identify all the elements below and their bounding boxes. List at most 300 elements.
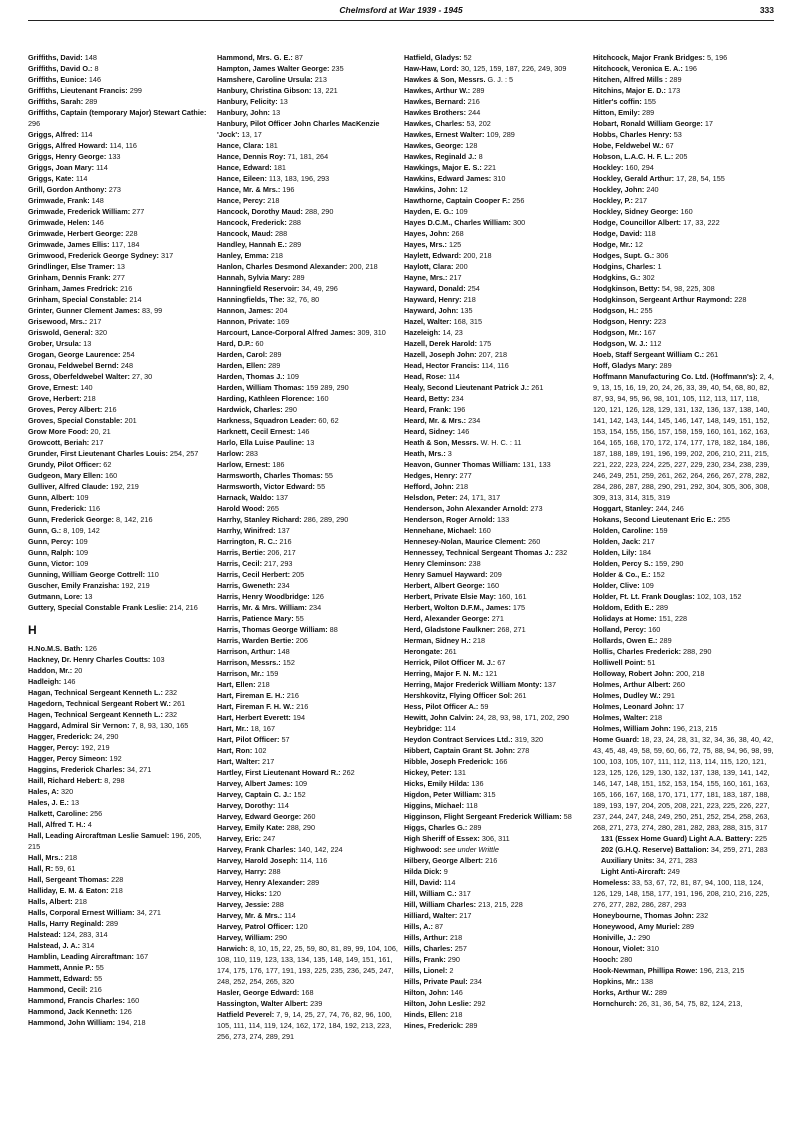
entry-name: Hilda Dick:	[404, 867, 442, 876]
entry-name: Heath, Mrs.:	[404, 449, 446, 458]
entry-name: Halkett, Caroline:	[28, 809, 89, 818]
entry-name: Hawkes, Reginald J.:	[404, 152, 477, 161]
entry-name: Hanbury, Felicity:	[217, 97, 278, 106]
entry-name: Hills, Private Paul:	[404, 977, 468, 986]
index-entry	[28, 1017, 210, 1028]
entry-name: Harris, Henry Woodbridge:	[217, 592, 310, 601]
entry-name: Hollis, Charles Frederick:	[593, 647, 682, 656]
index-entry	[217, 250, 399, 261]
entry-page-refs: 218	[265, 196, 280, 205]
entry-page-refs: 192, 219	[119, 581, 150, 590]
entry-name: Grinham, Dennis Frank:	[28, 273, 111, 282]
entry-page-refs: 109	[73, 548, 89, 557]
index-entry	[28, 786, 210, 797]
entry-see-reference: see under Writtle	[443, 845, 499, 854]
entry-page-refs: 160	[646, 625, 661, 634]
entry-name: Hanningfield Reservoir:	[217, 284, 300, 293]
index-entry	[404, 316, 586, 327]
index-entry	[593, 503, 775, 514]
entry-page-refs: 290	[272, 933, 287, 942]
entry-page-refs: 114	[442, 724, 456, 733]
entry-name: Gudgeon, Mary Ellen:	[28, 471, 104, 480]
index-entry	[28, 687, 210, 698]
entry-page-refs: 218	[470, 636, 486, 645]
index-entry	[404, 327, 586, 338]
entry-name: Hefford, John:	[404, 482, 454, 491]
entry-name: Hall, Mrs.:	[28, 853, 63, 862]
entry-page-refs: 261	[512, 691, 527, 700]
entry-name: Hodgkinson, Sergeant Arthur Raymond:	[593, 295, 733, 304]
entry-page-refs: 296	[28, 119, 41, 128]
index-entry	[217, 52, 399, 63]
entry-page-refs: 286, 289, 290	[301, 515, 349, 524]
entry-page-refs: 13	[81, 339, 92, 348]
entry-page-refs: 204	[273, 306, 288, 315]
entry-page-refs: 71, 181, 264	[285, 152, 329, 161]
index-entry	[404, 503, 586, 514]
entry-name: Hartley, First Lieutenant Howard R.:	[217, 768, 341, 777]
entry-name: Hoggart, Stanley:	[593, 504, 654, 513]
entry-page-refs: 8	[476, 152, 483, 161]
entry-name: Holden, Jack:	[593, 537, 641, 546]
entry-page-refs: 218	[647, 713, 663, 722]
entry-page-refs: 238	[466, 559, 481, 568]
index-entry	[404, 151, 586, 162]
entry-name: Hess, Pilot Officer A.:	[404, 702, 479, 711]
entry-page-refs: 216	[284, 691, 299, 700]
entry-name: Harvey, Dorothy:	[217, 801, 276, 810]
entry-name: Hazell, Derek Harold:	[404, 339, 477, 348]
index-entry	[404, 547, 586, 558]
index-entry	[28, 228, 210, 239]
entry-name: Holden, Lily:	[593, 548, 637, 557]
entry-name: Haggins, Frederick Charles:	[28, 765, 125, 774]
entry-name: Guscher, Emily Franzisha:	[28, 581, 120, 590]
entry-page-refs: 289	[287, 240, 302, 249]
entry-page-refs: 53, 202	[464, 119, 491, 128]
index-entry	[217, 932, 399, 943]
index-entry	[404, 734, 586, 745]
entry-page-refs: 181	[263, 141, 278, 150]
index-entry	[217, 624, 399, 635]
index-entry	[593, 107, 775, 118]
entry-name: Harold Wood:	[217, 504, 265, 513]
entry-name: Hayne, Mrs.:	[404, 273, 448, 282]
index-entry	[28, 797, 210, 808]
entry-page-refs: 13	[269, 108, 281, 117]
index-entry	[404, 74, 586, 85]
entry-name: Harvey, Patrol Officer:	[217, 922, 294, 931]
index-entry	[28, 283, 210, 294]
entry-name: Heard, Sidney:	[404, 427, 456, 436]
entry-name: Holmes, William John:	[593, 724, 671, 733]
entry-page-refs: 175	[510, 603, 526, 612]
entry-name: Hokans, Second Lieutenant Eric E.:	[593, 515, 716, 524]
index-entry	[217, 173, 399, 184]
index-entry	[593, 679, 775, 690]
entry-page-refs: 17, 33, 222	[681, 218, 720, 227]
entry-page-refs: 160, 161	[496, 592, 527, 601]
entry-page-refs: 206, 217	[265, 548, 296, 557]
entry-name: Gronau, Feldwebel Bernd:	[28, 361, 119, 370]
entry-page-refs: 196	[280, 185, 295, 194]
entry-page-refs: 109	[284, 372, 299, 381]
entry-name: Hassington, Walter Albert:	[217, 999, 309, 1008]
index-entry	[593, 580, 775, 591]
index-entry	[28, 918, 210, 929]
entry-page-refs: 320	[92, 328, 108, 337]
entry-page-refs: 128	[463, 141, 478, 150]
entry-page-refs: 7, 9, 14, 25, 27, 74, 76, 82, 96, 100, 105, 111, 114, 119, 124, 162, 172, 184, 192, 213, 223, 256, 273, 274, 289, 291	[217, 1010, 392, 1041]
index-entry	[28, 863, 210, 874]
entry-page-refs: 32, 76, 80	[284, 295, 320, 304]
entry-page-refs: 218	[447, 933, 463, 942]
index-entry	[593, 52, 775, 63]
entry-page-refs: 87	[432, 922, 444, 931]
index-subentry	[593, 855, 775, 866]
entry-page-refs: 235	[329, 64, 344, 73]
entry-page-refs: 133	[106, 152, 121, 161]
entry-name: Hockley, John:	[593, 185, 645, 194]
entry-page-refs: 218	[81, 394, 96, 403]
entry-page-refs: 292	[471, 999, 486, 1008]
entry-page-refs: 13	[277, 97, 288, 106]
entry-page-refs: 88	[327, 625, 338, 634]
index-entry	[217, 668, 399, 679]
entry-name: Hawkes, Charles:	[404, 119, 465, 128]
entry-page-refs: 60	[253, 339, 264, 348]
entry-name: Hitton, Emily:	[593, 108, 641, 117]
entry-name: Herrick, Pilot Officer M. J.:	[404, 658, 496, 667]
entry-page-refs: 146	[455, 427, 470, 436]
index-entry	[593, 151, 775, 162]
index-entry	[593, 712, 775, 723]
entry-page-refs: 218	[461, 295, 476, 304]
entry-page-refs: 59	[478, 702, 489, 711]
index-entry	[28, 250, 210, 261]
entry-name: Grimwade, Frederick William:	[28, 207, 131, 216]
index-entry	[217, 107, 399, 118]
index-entry	[217, 371, 399, 382]
entry-name: Gunning, William George Cottrell:	[28, 570, 146, 579]
entry-name: Hanbury, Christina Gibson:	[217, 86, 312, 95]
entry-name: Hershkovitz, Flying Officer Sol:	[404, 691, 513, 700]
entry-name: Hills, Charles:	[404, 944, 453, 953]
entry-page-refs: 216	[465, 97, 480, 106]
entry-name: Hodgson, Henry:	[593, 317, 652, 326]
entry-name: Hollards, Owen E.:	[593, 636, 658, 645]
entry-name: Hawkins, John:	[404, 185, 458, 194]
index-entry	[28, 940, 210, 951]
entry-page-refs: 248	[118, 361, 134, 370]
entry-name: Halls, Corporal Ernest William:	[28, 908, 135, 917]
entry-page-refs: 194, 218	[115, 1018, 146, 1027]
entry-name: Hancock, Frederick:	[217, 218, 287, 227]
index-entry	[593, 206, 775, 217]
entry-page-refs: 196, 213, 215	[670, 724, 718, 733]
index-entry	[217, 844, 399, 855]
entry-page-refs: 109	[453, 207, 468, 216]
entry-name: Herd, Alexander George:	[404, 614, 490, 623]
entry-page-refs: 217	[89, 438, 104, 447]
entry-page-refs: 271	[489, 614, 504, 623]
index-entry	[217, 503, 399, 514]
entry-name: Hayward, Donald:	[404, 284, 466, 293]
entry-name: Hockley, Gerald Arthur:	[593, 174, 675, 183]
entry-page-refs: 146	[61, 677, 76, 686]
entry-page-refs: 169	[274, 317, 290, 326]
index-entry	[28, 558, 210, 569]
index-entry	[404, 723, 586, 734]
index-entry	[217, 613, 399, 624]
entry-name: Harmsworth, Victor Edward:	[217, 482, 315, 491]
entry-name: Hammett, Edward:	[28, 974, 93, 983]
entry-name: Hance, Dennis Roy:	[217, 152, 286, 161]
entry-name: Hart, Herbert Everett:	[217, 713, 291, 722]
entry-name: Hibbert, Captain Grant St. John:	[404, 746, 516, 755]
entry-page-refs: 201	[122, 416, 137, 425]
entry-name: Haggard, Admiral Sir Vernon:	[28, 721, 130, 730]
index-entry	[404, 613, 586, 624]
entry-page-refs: 55	[93, 963, 104, 972]
entry-page-refs: 59, 61	[53, 864, 76, 873]
index-entry	[28, 217, 210, 228]
index-entry	[404, 525, 586, 536]
entry-name: Grinham, James Fredrick:	[28, 284, 119, 293]
entry-page-refs: 268, 271	[495, 625, 526, 634]
index-entry	[28, 261, 210, 272]
entry-name: Hanningfields, The:	[217, 295, 285, 304]
entry-name: Grinham, Special Constable:	[28, 295, 128, 304]
index-entry	[593, 910, 775, 921]
entry-name: Heavon, Gunner Thomas William:	[404, 460, 521, 469]
entry-page-refs: 116	[86, 504, 101, 513]
index-entry	[593, 965, 775, 976]
entry-page-refs: 160, 294	[623, 163, 654, 172]
entry-name: Hawkes & Son, Messrs.	[404, 75, 486, 84]
entry-page-refs: 289	[103, 919, 119, 928]
entry-page-refs: 218	[448, 1010, 463, 1019]
entry-page-refs: 289	[640, 108, 655, 117]
entry-page-refs: 103	[150, 655, 165, 664]
entry-page-refs: 138	[638, 977, 654, 986]
entry-page-refs: 184	[636, 548, 651, 557]
entry-name: Hockley, P.:	[593, 196, 633, 205]
entry-name: Hodgson, H.:	[593, 306, 639, 315]
entry-page-refs: W. H. C. : 11	[478, 438, 522, 447]
index-entry	[28, 874, 210, 885]
index-entry	[28, 415, 210, 426]
entry-name: Hart, Fireman E. H.:	[217, 691, 285, 700]
entry-name: Hammond, Cecil:	[28, 985, 88, 994]
entry-page-refs: 217	[447, 273, 462, 282]
index-entry	[404, 668, 586, 679]
entry-page-refs: 310	[644, 944, 659, 953]
entry-name: Higgins, Michael:	[404, 801, 465, 810]
entry-page-refs: 216	[118, 284, 133, 293]
index-entry	[217, 316, 399, 327]
entry-page-refs: 306	[654, 251, 669, 260]
entry-page-refs: 255	[715, 515, 731, 524]
entry-page-refs: 277	[457, 471, 472, 480]
entry-name: Hoff, Gladys Mary:	[593, 361, 658, 370]
index-entry	[404, 206, 586, 217]
entry-name: Hall, Sergeant Thomas:	[28, 875, 110, 884]
index-entry	[593, 283, 775, 294]
entry-page-refs: 118	[642, 229, 656, 238]
entry-name: Head, Rose:	[404, 372, 447, 381]
entry-name: Higginson, Flight Sergeant Frederick William:	[404, 812, 562, 821]
index-entry	[404, 1009, 586, 1020]
entry-name: Hanbury, John:	[217, 108, 270, 117]
index-entry	[217, 404, 399, 415]
index-entry	[28, 830, 210, 852]
entry-page-refs: 217	[632, 196, 648, 205]
entry-page-refs: 1	[655, 262, 662, 271]
entry-name: Harris, Bertie:	[217, 548, 266, 557]
entry-name: Hinds, Ellen:	[404, 1010, 449, 1019]
index-entry	[404, 943, 586, 954]
section-letter: H	[28, 623, 37, 637]
entry-name: Harvey, Frank Charles:	[217, 845, 296, 854]
entry-page-refs: 299	[127, 86, 142, 95]
entry-name: Harris, Cecil:	[217, 559, 263, 568]
entry-name: Harvey, Jessie:	[217, 900, 270, 909]
entry-name: Guttery, Special Constable Frank Leslie:	[28, 603, 168, 612]
entry-page-refs: 214, 216	[167, 603, 198, 612]
entry-name: Hannon, James:	[217, 306, 274, 315]
entry-page-refs: 175	[477, 339, 492, 348]
entry-page-refs: 167	[641, 328, 656, 337]
entry-name: Grill, Gordon Anthony:	[28, 185, 107, 194]
index-entry	[28, 525, 210, 536]
entry-name: Horks, Arthur W.:	[593, 988, 653, 997]
index-entry	[217, 547, 399, 558]
entry-page-refs: 24, 28, 93, 98, 171, 202, 290	[473, 713, 570, 722]
entry-page-refs: 17	[674, 702, 685, 711]
index-entry	[404, 866, 586, 877]
index-entry	[28, 327, 210, 338]
entry-page-refs: 148	[275, 647, 290, 656]
entry-name: Hagedorn, Technical Sergeant Robert W.:	[28, 699, 171, 708]
index-entry	[217, 349, 399, 360]
index-entry	[28, 393, 210, 404]
entry-page-refs: 168	[299, 988, 314, 997]
entry-name: H.No.M.S. Bath:	[28, 644, 83, 653]
entry-page-refs: 55	[92, 974, 103, 983]
index-entry	[217, 734, 399, 745]
index-entry	[404, 305, 586, 316]
index-entry	[217, 206, 399, 217]
entry-page-refs: 8	[92, 64, 99, 73]
index-entry	[217, 591, 399, 602]
entry-page-refs: 67	[663, 141, 674, 150]
entry-name: Hodgins, Charles:	[593, 262, 656, 271]
entry-name: Herbert, Wolton D.F.M., James:	[404, 603, 511, 612]
entry-page-refs: 13, 17	[239, 130, 262, 139]
entry-name: Harcourt, Lance-Corporal Alfred James:	[217, 328, 356, 337]
index-entry	[593, 635, 775, 646]
entry-name: Harvey, Captain C. J.:	[217, 790, 292, 799]
entry-page-refs: 109, 289	[484, 130, 515, 139]
index-column-2	[217, 52, 399, 1042]
entry-page-refs: 223	[651, 317, 666, 326]
index-entry	[217, 921, 399, 932]
entry-page-refs: 289	[653, 603, 669, 612]
entry-page-refs: 166	[493, 757, 508, 766]
entry-page-refs: 213, 215, 228	[476, 900, 523, 909]
index-entry	[217, 723, 399, 734]
entry-page-refs: 55	[315, 482, 326, 491]
index-entry	[593, 349, 775, 360]
entry-page-refs: 218	[255, 680, 270, 689]
entry-name: Harwich:	[217, 944, 248, 953]
index-entry	[28, 107, 210, 129]
entry-name: Holmes, Walter:	[593, 713, 648, 722]
entry-page-refs: 137	[273, 493, 289, 502]
entry-name: Grimwade, Helen:	[28, 218, 90, 227]
entry-page-refs: 131	[451, 768, 466, 777]
index-entry	[28, 852, 210, 863]
entry-page-refs: 20	[72, 666, 83, 675]
entry-page-refs: 217	[457, 911, 472, 920]
entry-name: Holmes, Dudley W.:	[593, 691, 661, 700]
entry-page-refs: 2	[447, 966, 454, 975]
entry-page-refs: 314	[80, 941, 95, 950]
entry-page-refs: 18, 23, 24, 28, 31, 32, 34, 36, 38, 40, 42, 43, 45, 48, 49, 58, 59, 60, 66, 72, 75, 88, 94, 96, 98, 99, 100, 103, 105, 107, 111, 112, 113, 114, 115, 120, 121, 123, 125, 126, 129, 130, 132, 137, 138, 139, 141, 142, 146, 147, 148, 151, 152, 153, 154, 155, 160, 161, 163, 165, 166, 167, 168, 170, 171, 177, 181, 183, 187, 188, 189, 193, 197, 204, 205, 208, 221, 223, 225, 226, 227, 237, 244, 247, 248, 249, 250, 251, 252, 254, 258, 263, 268, 271, 273, 274, 280, 281, 282, 283, 288, 315, 317	[593, 735, 774, 832]
index-entry	[217, 74, 399, 85]
entry-page-refs: 155	[641, 97, 656, 106]
entry-name: Griggs, Henry George:	[28, 152, 107, 161]
entry-page-refs: 62	[101, 460, 112, 469]
entry-name: Hadleigh:	[28, 677, 62, 686]
index-entry	[28, 382, 210, 393]
entry-page-refs: 239	[308, 999, 323, 1008]
entry-page-refs: 288, 290	[681, 647, 712, 656]
index-entry	[28, 316, 210, 327]
index-entry	[217, 877, 399, 888]
entry-name: Hitchcock, Veronica E. A.:	[593, 64, 683, 73]
entry-name: Harknett, Cecil Ernest:	[217, 427, 296, 436]
entry-page-refs: 24, 171, 317	[457, 493, 501, 502]
index-entry	[217, 767, 399, 778]
entry-page-refs: 217	[260, 757, 275, 766]
entry-page-refs: 167	[133, 952, 149, 961]
entry-page-refs: 317	[158, 251, 174, 260]
entry-page-refs: 217	[87, 317, 102, 326]
index-entry	[593, 921, 775, 932]
index-entry	[404, 1020, 586, 1031]
index-entry	[404, 789, 586, 800]
entry-name: Grow More Food:	[28, 427, 89, 436]
entry-page-refs: 309, 310	[355, 328, 386, 337]
entry-name: Honeywood, Amy Muriel:	[593, 922, 680, 931]
entry-name: Grimwade, James Ellis:	[28, 240, 110, 249]
entry-name: Hannah, Sylvia Mary:	[217, 273, 291, 282]
entry-name: Hennesey-Nolan, Maurice Clement:	[404, 537, 527, 546]
index-entry	[217, 327, 399, 338]
entry-name: Hawkes, Arthur W.:	[404, 86, 471, 95]
entry-page-refs: 291	[660, 691, 675, 700]
entry-name: Grimwade, Frank:	[28, 196, 90, 205]
entry-name: Griffiths, Captain (temporary Major) Stewart Cathie:	[28, 108, 207, 117]
entry-name: Grinter, Gunner Clement James:	[28, 306, 140, 315]
entry-name: Hockley, Sidney George:	[593, 207, 679, 216]
entry-page-refs: 290	[635, 933, 651, 942]
entry-page-refs: 288, 290	[284, 823, 316, 832]
index-entry	[28, 654, 210, 665]
entry-page-refs: 55	[293, 614, 304, 623]
